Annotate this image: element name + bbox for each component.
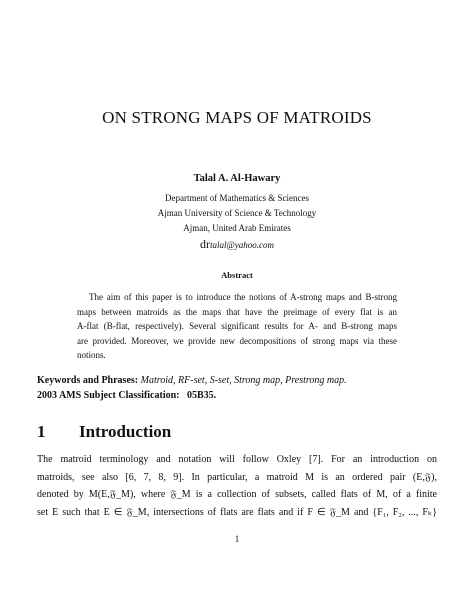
section-heading (37, 422, 171, 442)
abstract-line: notions. (77, 350, 106, 361)
abstract-line: A-flat (B-flat, respectively). Several significant results for A- and B-strong maps (77, 321, 397, 332)
abstract-heading: Abstract (221, 270, 253, 280)
body-line: denoted by M(E,𝔉_M), where 𝔉_M is a collection of subsets, called flats of M, of a finite (37, 489, 437, 500)
page-number: 1 (234, 534, 240, 544)
affiliation-location: Ajman, United Arab Emirates (183, 223, 291, 233)
ams-code: 05B35. (187, 390, 217, 401)
section-number: 1 (37, 422, 46, 441)
author-email (0, 237, 474, 252)
affiliation-university: Ajman University of Science & Technology (157, 208, 317, 218)
author-name: Talal A. Al-Hawary (193, 173, 281, 184)
paper-title: ON STRONG MAPS OF MATROIDS (102, 108, 372, 127)
keywords-text: Matroid, RF-set, S-set, Strong map, Prestrong map. (140, 375, 347, 386)
body-line: matroids, see also [6, 7, 8, 9]. In particular, a matroid M is an ordered pair (E,𝔉), (37, 471, 437, 483)
ams-label: 2003 AMS Subject Classification: (37, 390, 180, 401)
abstract-line: The aim of this paper is to introduce the notions of A-strong maps and B-strong (89, 292, 397, 302)
keywords (37, 374, 347, 387)
affiliation-department: Department of Mathematics & Sciences (165, 193, 309, 203)
email-prefix: dr (199, 237, 210, 251)
body-line: The matroid terminology and notation will follow Oxley [7]. For an introduction on (37, 454, 437, 465)
abstract-line: are provided. Moreover, we provide new decompositions of strong maps via these (77, 335, 397, 346)
intro-paragraph (37, 451, 437, 521)
ams-classification (37, 389, 216, 402)
body-line: set E such that E ∈ 𝔉_M, intersections of flats are flats and if F ∈ 𝔉_M and {F₁, F₂, ..., Fₖ} (37, 506, 437, 518)
keywords-label: Keywords and Phrases: (37, 375, 139, 386)
abstract-line: maps between matroids as the maps that have the preimage of every flat is an (77, 306, 397, 317)
section-title: Introduction (79, 422, 172, 441)
abstract-text (77, 290, 397, 363)
email-address: talal@yahoo.com (209, 240, 275, 250)
